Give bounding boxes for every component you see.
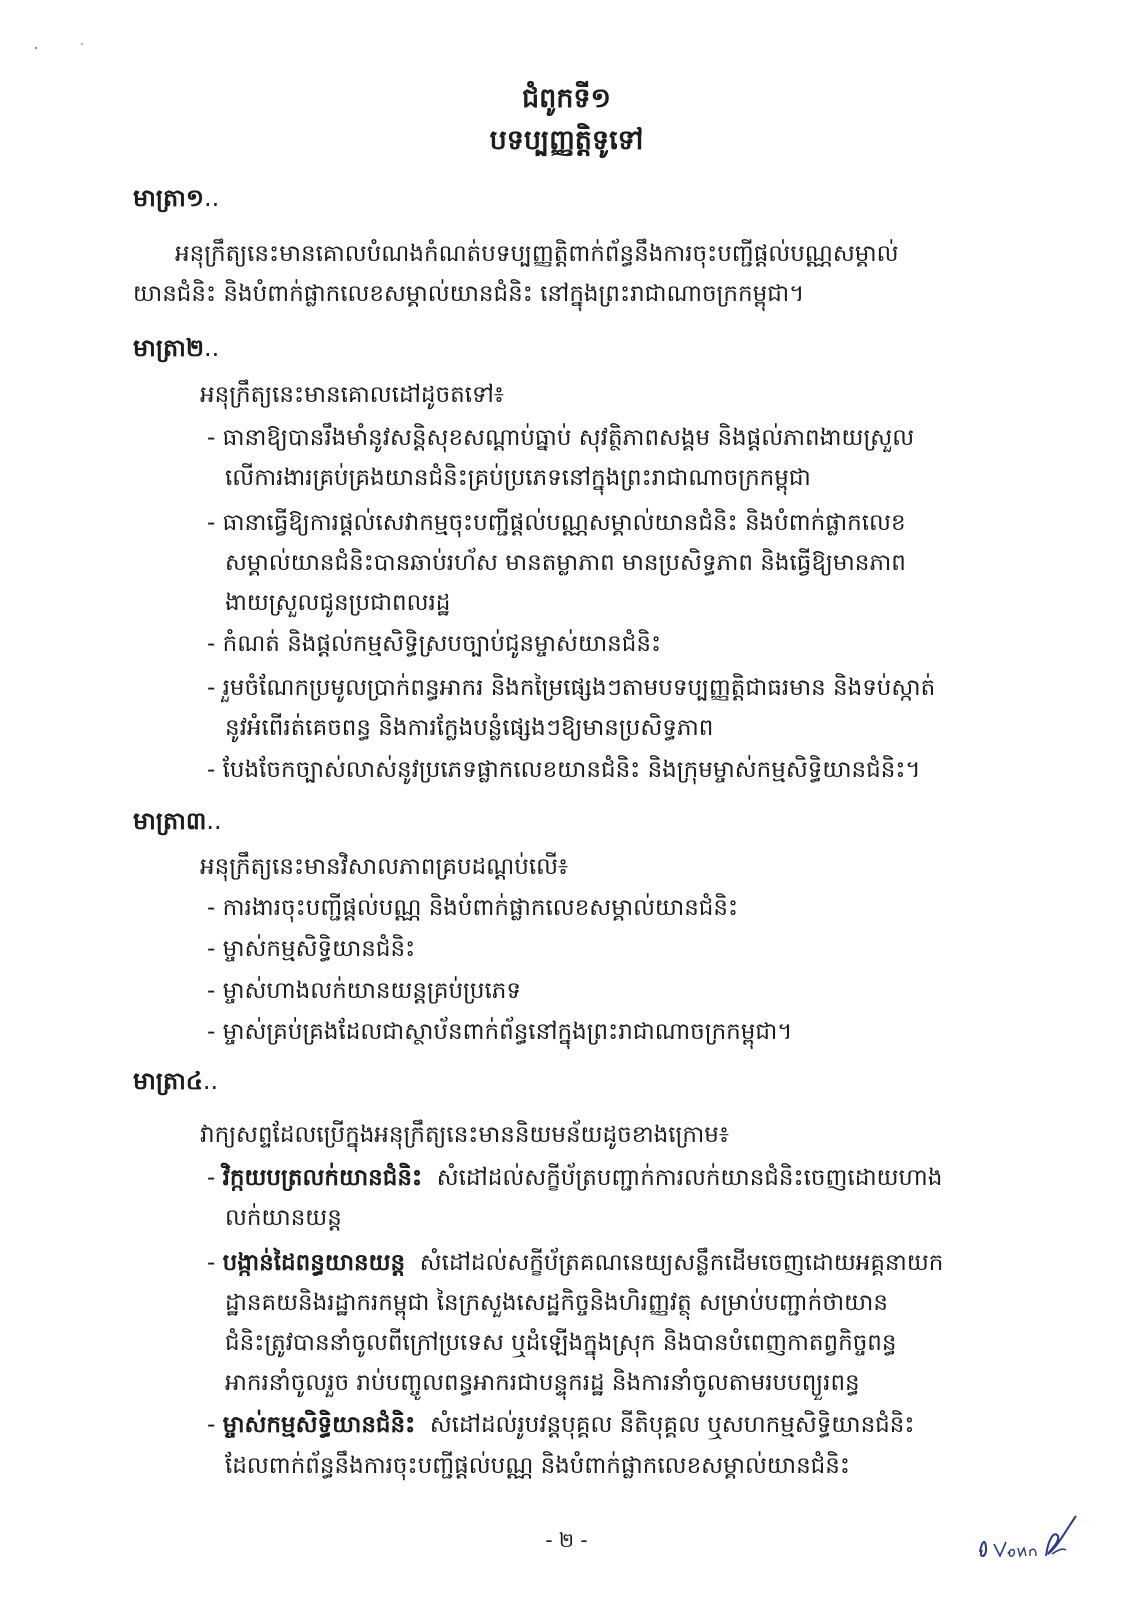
article-1-line-2: យានជំនិះ និងបំពាក់ផ្លាកលេខសម្គាល់យានជំនិះ នៅក្នុងព្រះរាជាណាចក្រកម្ពុជា។ <box>133 281 805 307</box>
article-4-definition-1-line-1: - វិក្កយបត្រលក់យានជំនិះ សំដៅដល់សក្ខីប័ត្របញ្ជាក់ការលក់យានជំនិះចេញដោយហាង <box>207 1165 943 1191</box>
article-4-definition-2-line-1: - បង្កាន់ដៃពន្ធយានយន្ត សំដៅដល់សក្ខីប័ត្រគណនេយ្យសន្លឹកដើមចេញដោយអគ្គនាយក <box>207 1250 944 1276</box>
article-2-bullet-2-line-3: ងាយស្រួលជូនប្រជាពលរដ្ឋ <box>225 590 451 616</box>
article-3-bullet-3: - ម្ចាស់ហាងលក់យានយន្តគ្រប់ប្រភេទ <box>207 978 522 1004</box>
article-2-bullet-2-line-2: សម្គាល់យានជំនិះបានឆាប់រហ័ស មានតម្លាភាព មានប្រសិទ្ធភាព និងធ្វើឱ្យមានភាព <box>225 550 906 576</box>
definition-text: សំដៅដល់រូបវន្តបុគ្គល នីតិបុគ្គល ឬសហកម្មសិទ្ធិយានជំនិះ <box>429 1412 915 1438</box>
article-3-bullet-4: - ម្ចាស់គ្រប់គ្រងដែលជាស្ថាប័នពាក់ព័ន្ធនៅក្នុងព្រះរាជាណាចក្រកម្ពុជា។ <box>207 1019 793 1045</box>
article-1-heading: មាត្រា១.. <box>133 184 220 212</box>
article-4-definition-2-line-3: ជំនិះត្រូវបាននាំចូលពីក្រៅប្រទេស ឬដំឡើងក្នុងស្រុក និងបានបំពេញកាតព្វកិច្ចពន្ធ <box>225 1330 897 1356</box>
article-3-intro: អនុក្រឹត្យនេះមានវិសាលភាពគ្របដណ្តប់លើ៖ <box>200 854 569 880</box>
scan-speck <box>30 40 90 52</box>
article-4-definition-1-line-2: លក់យានយន្ត <box>225 1205 342 1231</box>
article-2-intro: អនុក្រឹត្យនេះមានគោលដៅដូចតទៅ៖ <box>200 382 505 408</box>
article-2-bullet-4-line-2: នូវអំពើរត់គេចពន្ធ និងការក្លែងបន្លំផ្សេងៗឱ្យមានប្រសិទ្ធភាព <box>225 715 714 741</box>
article-2-bullet-5-line-1: - បែងចែកច្បាស់លាស់នូវប្រភេទផ្លាកលេខយានជំនិះ និងក្រុមម្ចាស់កម្មសិទ្ធិយានជំនិះ។ <box>207 757 921 783</box>
article-4-definition-3-line-1: - ម្ចាស់កម្មសិទ្ធិយានជំនិះ សំដៅដល់រូបវន្តបុគ្គល នីតិបុគ្គល ឬសហកម្មសិទ្ធិយានជំនិះ <box>207 1412 915 1438</box>
signature-initials <box>974 1510 1084 1570</box>
definition-term: បង្កាន់ដៃពន្ធយានយន្ត <box>222 1250 406 1276</box>
article-heading-text: មាត្រា១ <box>133 184 205 212</box>
article-2-heading: មាត្រា២.. <box>133 334 220 362</box>
article-4-intro: វាក្យសព្ទដែលប្រើក្នុងអនុក្រឹត្យនេះមាននិយមន័យដូចខាងក្រោម៖ <box>200 1122 729 1148</box>
article-4-definition-2-line-2: ដ្ឋានគយនិងរដ្ឋាករកម្ពុជា នៃក្រសួងសេដ្ឋកិច្ចនិងហិរញ្ញវត្ថុ សម្រាប់បញ្ជាក់ថាយាន <box>225 1290 888 1316</box>
definition-text: សំដៅដល់សក្ខីប័ត្របញ្ជាក់ការលក់យានជំនិះចេញដោយហាង <box>436 1165 943 1191</box>
article-heading-text: មាត្រា៤ <box>133 1067 203 1095</box>
definition-term: ម្ចាស់កម្មសិទ្ធិយានជំនិះ <box>222 1412 416 1438</box>
definition-text: សំដៅដល់សក្ខីប័ត្រគណនេយ្យសន្លឹកដើមចេញដោយអគ្គនាយក <box>419 1250 944 1276</box>
article-4-definition-2-line-4: អាករនាំចូលរួច រាប់បញ្ចូលពន្ធអាករជាបន្ទុករដ្ឋ និងការនាំចូលតាមរបបព្យួរពន្ធ <box>225 1370 860 1396</box>
page-number: - ២ - <box>545 1528 588 1552</box>
article-3-heading: មាត្រា៣.. <box>133 807 222 835</box>
article-heading-text: មាត្រា២ <box>133 334 205 362</box>
article-3-bullet-1: - ការងារចុះបញ្ជីផ្តល់បណ្ណ និងបំពាក់ផ្លាកលេខសម្គាល់យានជំនិះ <box>207 895 739 921</box>
article-2-bullet-2-line-1: - ធានាធ្វើឱ្យការផ្តល់សេវាកម្មចុះបញ្ជីផ្តល់បណ្ណសម្គាល់យានជំនិះ និងបំពាក់ផ្លាកលេខ <box>207 510 906 536</box>
article-2-bullet-1-line-1: - ធានាឱ្យបានរឹងមាំនូវសន្តិសុខសណ្តាប់ធ្នាប់ សុវត្ថិភាពសង្គម និងផ្តល់ភាពងាយស្រួល <box>207 425 915 451</box>
article-2-bullet-3-line-1: - កំណត់ និងផ្តល់កម្មសិទ្ធិស្របច្បាប់ជូនម្ចាស់យានជំនិះ <box>207 631 662 657</box>
chapter-title: បទប្បញ្ញត្តិទូទៅ <box>489 125 644 156</box>
article-heading-text: មាត្រា៣ <box>133 807 207 835</box>
article-2-bullet-1-line-2: លើការងារគ្រប់គ្រងយានជំនិះគ្រប់ប្រភេទនៅក្នុងព្រះរាជាណាចក្រកម្ពុជា <box>225 465 811 491</box>
article-4-definition-3-line-2: ដែលពាក់ព័ន្ធនឹងការចុះបញ្ជីផ្តល់បណ្ណ និងបំពាក់ផ្លាកលេខសម្គាល់យានជំនិះ <box>225 1453 850 1479</box>
article-4-heading: មាត្រា៤.. <box>133 1067 219 1095</box>
definition-term: វិក្កយបត្រលក់យានជំនិះ <box>222 1165 423 1191</box>
article-3-bullet-2: - ម្ចាស់កម្មសិទ្ធិយានជំនិះ <box>207 936 416 962</box>
chapter-number: ជំពូកទី១ <box>522 83 611 114</box>
article-2-bullet-4-line-1: - រួមចំណែកប្រមូលប្រាក់ពន្ធអាករ និងកម្រៃផ្សេងៗតាមបទប្បញ្ញត្តិជាធរមាន និងទប់ស្កាត់ <box>207 675 936 701</box>
article-1-line-1: អនុក្រឹត្យនេះមានគោលបំណងកំណត់បទប្បញ្ញត្តិពាក់ព័ន្ធនឹងការចុះបញ្ជីផ្តល់បណ្ណសម្គាល់ <box>175 241 899 267</box>
